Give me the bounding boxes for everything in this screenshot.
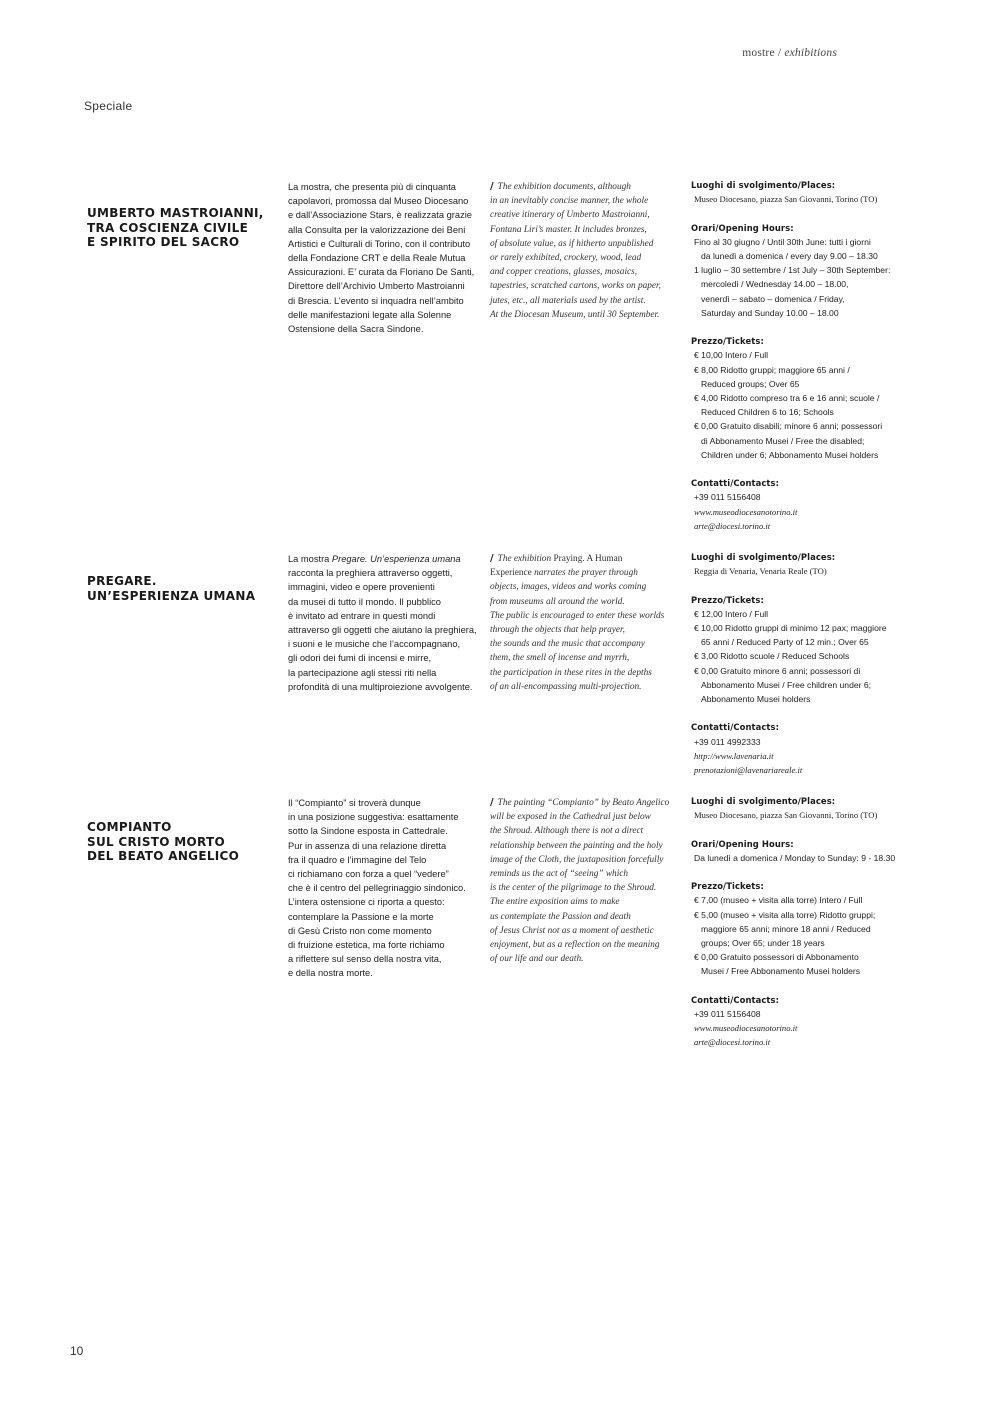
- page-number: 10: [70, 1344, 84, 1358]
- email-link[interactable]: arte@diocesi.torino.it: [694, 520, 771, 531]
- website-link[interactable]: http://www.lavenaria.it: [694, 750, 774, 761]
- entry-title: PREGARE. UN’ESPERIENZA UMANA: [87, 574, 256, 603]
- hours-block: Orari/Opening Hours: Da lunedì a domenica / Monday to Sunday: 9 - 18.30: [691, 838, 896, 863]
- phone-number: +39 011 5156408: [694, 1009, 761, 1019]
- italian-text: La mostra Pregare. Un’esperienza umana racconta la preghiera attraverso oggetti, immagini, video e opere provenienti da musei di tutto il mondo. Il pubblico è invitato ad entrare in questi mondi attraverso gli oggetti che aiutano la preghiera, i suoni e le musiche che l’accompagnano, gli odori dei fumi di incensi e mirre, la partecipazione agli stessi riti nella profondità di una multiproiezione avvolgente.: [288, 554, 477, 692]
- info-column: [691, 178, 891, 547]
- entry-title: UMBERTO MASTROIANNI, TRA COSCIENZA CIVILE E SPIRITO DEL SACRO: [87, 206, 264, 249]
- info-column: [691, 550, 891, 791]
- italian-text: La mostra, che presenta più di cinquanta capolavori, promossa dal Museo Diocesano e dall’Associazione Stars, è realizzata grazie alla Consulta per la valorizzazione dei Beni Artistici e Culturali di Torino, con il contributo della Fondazione CRT e della Reale Mutua Assicurazioni. E’ curata da Floriano De Santi, Direttore dell’Archivio Umberto Mastroianni di Brescia. L’evento si inquadra nell’ambito delle manifestazioni legate alla Solenne Ostensione della Sacra Sindone.: [288, 182, 475, 335]
- running-header: [742, 47, 837, 59]
- places-block: Luoghi di svolgimento/Places: Museo Diocesano, piazza San Giovanni, Torino (TO): [691, 180, 878, 205]
- phone-number: +39 011 4992333: [694, 736, 761, 747]
- tickets-block: Prezzo/Tickets: € 10,00 Intero / Full € 8,00 Ridotto gruppi; maggiore 65 anni / Reduced groups; Over 65 € 4,00 Ridotto compreso tra 6 e 16 anni; scuole / Reduced Children 6 to 16; Schools € 0,00 Gratuito disabili; minore 6 anni; possessori di Abbonamento Musei / Free the disabled; Children under 6; Abbonamento Musei holders: [691, 336, 883, 460]
- entry-title: COMPIANTO SUL CRISTO MORTO DEL BEATO ANGELICO: [87, 820, 240, 863]
- email-link[interactable]: arte@diocesi.torino.it: [694, 1037, 771, 1048]
- contacts-block: Contatti/Contacts: +39 011 4992333 http://www.lavenaria.it prenotazioni@lavenariareale.it: [691, 720, 891, 777]
- section-label: Speciale: [84, 99, 133, 113]
- english-text: / The painting “Compianto” by Beato Angelico will be exposed in the Cathedral just below the Shroud. Although there is not a direct relationship between the painting and the holy image of the Cloth, the juxtaposition forcefully reminds us the act of “seeing” which is the center of the pilgrimage to the Shroud. The entire exposition aims to make us contemplate the Passion and death of Jesus Christ not as a moment of aesthetic enjoyment, but as a reflection on the meaning of our life and our death.: [490, 797, 670, 965]
- slash-icon: /: [490, 181, 494, 192]
- header-section-en: exhibitions: [784, 47, 837, 59]
- header-section-it: mostre /: [742, 47, 782, 59]
- website-link[interactable]: www.museodiocesanotorino.it: [694, 1023, 798, 1034]
- hours-block: Orari/Opening Hours: Fino al 30 giugno / Until 30th June: tutti i giorni da lunedì a domenica / every day 9.00 – 18.30 1 luglio – 30 settembre / 1st July – 30th September: mercoledì / Wednesday 14.00 – 18.00, venerdì – sabato – domenica / Friday, Saturday and Sunday 10.00 – 18.00: [691, 222, 891, 318]
- places-block: Luoghi di svolgimento/Places: Museo Diocesano, piazza San Giovanni, Torino (TO): [691, 796, 878, 821]
- info-column: [691, 794, 896, 1064]
- italian-text: Il “Compianto” si troverà dunque in una posizione suggestiva: esattamente sotto la Sindone esposta in Cattedrale. Pur in assenza di una relazione diretta fra il quadro e l’immagine del Telo ci richiamano con forza a quel “vedere” che è il centro del pellegrinaggio sindonico. L’intera ostensione ci riporta a questo: contemplare la Passione e la morte di Gesù Cristo non come momento di fruizione estetica, ma forte richiamo a riflettere sul senso della nostra vita, e della nostra morte.: [288, 798, 466, 979]
- email-link[interactable]: prenotazioni@lavenariareale.it: [694, 765, 803, 776]
- contacts-block: Contatti/Contacts: +39 011 5156408 www.museodiocesanotorino.it arte@diocesi.torino.it: [691, 993, 891, 1050]
- english-text: / The exhibition Praying. A Human Experience narrates the prayer through objects, images, videos and works coming from museums all around the world. The public is encouraged to enter these worlds through the objects that help prayer, the sounds and the music that accompany them, the smell of incense and myrrh, the participation in these rites in the depths of an all-encompassing multi-projection.: [490, 553, 665, 692]
- tickets-block: Prezzo/Tickets: € 12,00 Intero / Full € 10,00 Ridotto gruppi di minimo 12 pax; maggiore 65 anni / Reduced Party of 12 min.; Over 65 € 3,00 Ridotto scuole / Reduced Schools € 0,00 Gratuito minore 6 anni; possessori di Abbonamento Musei / Free children under 6; Abbonamento Musei holders: [691, 594, 887, 705]
- slash-icon: /: [490, 553, 494, 564]
- english-text: / The exhibition documents, although in an inevitably concise manner, the whole creative itinerary of Umberto Mastroianni, Fontana Liri’s master. It includes bronzes, of absolute value, as if hitherto unpublished or rarely exhibited, crockery, wood, lead and copper creations, glasses, mosaics, tapestries, scratched cartons, works on paper, jutes, etc., all materials used by the artist. At the Diocesan Museum, until 30 September.: [490, 181, 661, 320]
- tickets-block: Prezzo/Tickets: € 7,00 (museo + visita alla torre) Intero / Full € 5,00 (museo + visita alla torre) Ridotto gruppi; maggiore 65 anni; minore 18 anni / Reduced groups; Over 65; under 18 years € 0,00 Gratuito possessori di Abbonamento Musei / Free Abbonamento Musei holders: [691, 881, 876, 977]
- contacts-block: Contatti/Contacts: +39 011 5156408 www.museodiocesanotorino.it arte@diocesi.torino.it: [691, 476, 891, 533]
- places-block: Luoghi di svolgimento/Places: Reggia di Venaria, Venaria Reale (TO): [691, 552, 836, 577]
- website-link[interactable]: www.museodiocesanotorino.it: [694, 506, 798, 517]
- slash-icon: /: [490, 797, 494, 808]
- phone-number: +39 011 5156408: [694, 492, 761, 503]
